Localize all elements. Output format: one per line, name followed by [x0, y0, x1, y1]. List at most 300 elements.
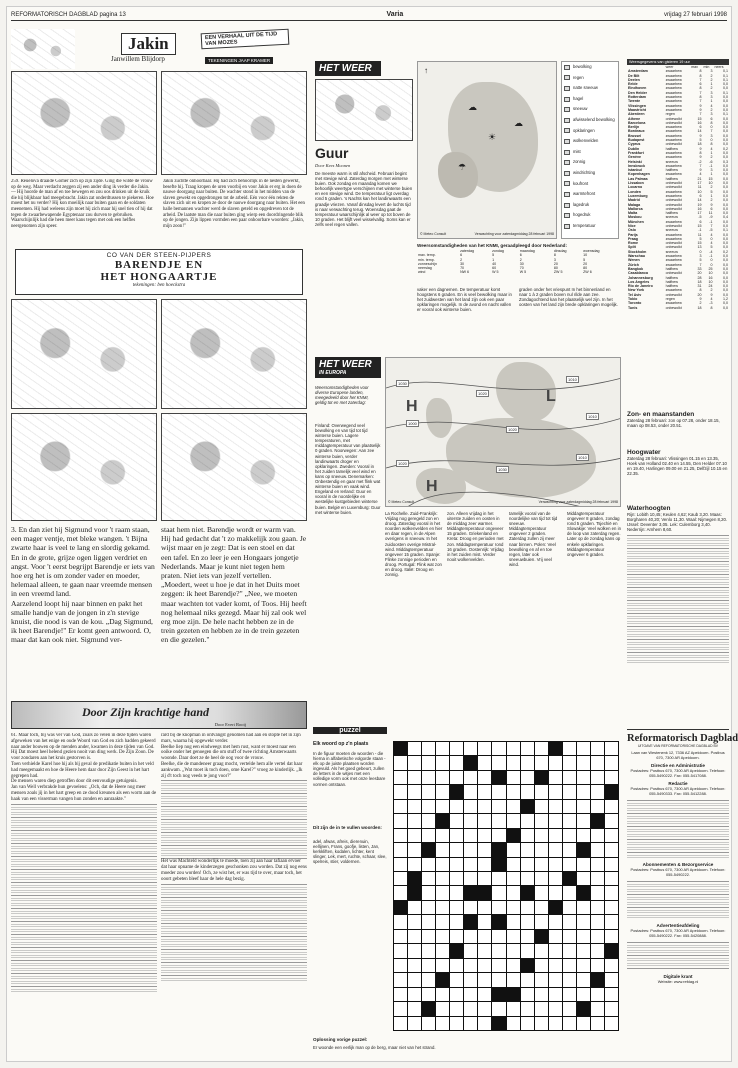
- crossword-cell[interactable]: [535, 944, 548, 957]
- crossword-cell[interactable]: [394, 785, 407, 798]
- crossword-cell[interactable]: [422, 858, 435, 871]
- crossword-cell[interactable]: [436, 886, 449, 899]
- crossword-cell[interactable]: [521, 901, 534, 914]
- crossword-cell[interactable]: [408, 988, 421, 1001]
- crossword-cell[interactable]: [478, 872, 491, 885]
- crossword-cell[interactable]: [549, 988, 562, 1001]
- crossword-cell[interactable]: [450, 973, 463, 986]
- crossword-cell[interactable]: [450, 959, 463, 972]
- crossword-cell[interactable]: [422, 872, 435, 885]
- crossword-cell[interactable]: [450, 1017, 463, 1030]
- crossword-cell[interactable]: [422, 843, 435, 856]
- crossword-cell[interactable]: [563, 800, 576, 813]
- crossword-cell[interactable]: [408, 872, 421, 885]
- crossword-cell[interactable]: [563, 915, 576, 928]
- crossword-cell[interactable]: [605, 930, 618, 943]
- crossword-cell[interactable]: [605, 872, 618, 885]
- crossword-cell[interactable]: [450, 930, 463, 943]
- crossword-cell[interactable]: [549, 843, 562, 856]
- crossword-cell[interactable]: [535, 1017, 548, 1030]
- crossword-cell[interactable]: [492, 901, 505, 914]
- crossword-cell[interactable]: [492, 886, 505, 899]
- crossword-cell[interactable]: [450, 814, 463, 827]
- crossword-cell[interactable]: [521, 1017, 534, 1030]
- crossword-cell[interactable]: [549, 829, 562, 842]
- crossword-cell[interactable]: [464, 901, 477, 914]
- crossword-cell[interactable]: [464, 800, 477, 813]
- crossword-cell[interactable]: [408, 1002, 421, 1015]
- crossword-cell[interactable]: [478, 829, 491, 842]
- crossword-cell[interactable]: [436, 930, 449, 943]
- crossword-cell[interactable]: [464, 988, 477, 1001]
- crossword-cell[interactable]: [464, 973, 477, 986]
- crossword-cell[interactable]: [464, 756, 477, 769]
- crossword-cell[interactable]: [422, 944, 435, 957]
- crossword-cell[interactable]: [549, 973, 562, 986]
- crossword-cell[interactable]: [549, 1002, 562, 1015]
- crossword-cell[interactable]: [605, 1002, 618, 1015]
- crossword-cell[interactable]: [464, 843, 477, 856]
- crossword-cell[interactable]: [464, 1017, 477, 1030]
- crossword-cell[interactable]: [478, 973, 491, 986]
- crossword-cell[interactable]: [422, 915, 435, 928]
- crossword-cell[interactable]: [436, 944, 449, 957]
- crossword-cell[interactable]: [507, 872, 520, 885]
- crossword-cell[interactable]: [591, 886, 604, 899]
- crossword-cell[interactable]: [563, 843, 576, 856]
- crossword-cell[interactable]: [492, 973, 505, 986]
- crossword-cell[interactable]: [450, 872, 463, 885]
- crossword-cell[interactable]: [422, 829, 435, 842]
- crossword-cell[interactable]: [521, 959, 534, 972]
- crossword-cell[interactable]: [464, 886, 477, 899]
- crossword-cell[interactable]: [450, 858, 463, 871]
- crossword-cell[interactable]: [507, 858, 520, 871]
- crossword-cell[interactable]: [591, 901, 604, 914]
- crossword-cell[interactable]: [563, 886, 576, 899]
- crossword-cell[interactable]: [436, 843, 449, 856]
- crossword-cell[interactable]: [591, 872, 604, 885]
- crossword-cell[interactable]: [521, 785, 534, 798]
- crossword-cell[interactable]: [436, 1002, 449, 1015]
- crossword-cell[interactable]: [507, 901, 520, 914]
- crossword-cell[interactable]: [394, 1017, 407, 1030]
- crossword-cell[interactable]: [394, 858, 407, 871]
- crossword-cell[interactable]: [521, 944, 534, 957]
- crossword-cell[interactable]: [535, 843, 548, 856]
- crossword-cell[interactable]: [535, 756, 548, 769]
- crossword-cell[interactable]: [563, 785, 576, 798]
- crossword-cell[interactable]: [605, 944, 618, 957]
- crossword-cell[interactable]: [507, 915, 520, 928]
- crossword-cell[interactable]: [464, 1002, 477, 1015]
- crossword-cell[interactable]: [591, 1002, 604, 1015]
- crossword-cell[interactable]: [492, 1002, 505, 1015]
- crossword-cell[interactable]: [549, 785, 562, 798]
- crossword-cell[interactable]: [436, 814, 449, 827]
- crossword-cell[interactable]: [535, 886, 548, 899]
- crossword-cell[interactable]: [394, 756, 407, 769]
- crossword-cell[interactable]: [394, 901, 407, 914]
- crossword-cell[interactable]: [436, 756, 449, 769]
- crossword-cell[interactable]: [549, 959, 562, 972]
- crossword-cell[interactable]: [450, 771, 463, 784]
- crossword-cell[interactable]: [535, 785, 548, 798]
- crossword-cell[interactable]: [577, 814, 590, 827]
- crossword-grid[interactable]: [393, 741, 619, 1031]
- crossword-cell[interactable]: [478, 959, 491, 972]
- crossword-cell[interactable]: [549, 800, 562, 813]
- crossword-cell[interactable]: [535, 829, 548, 842]
- crossword-cell[interactable]: [394, 930, 407, 943]
- crossword-cell[interactable]: [422, 771, 435, 784]
- crossword-cell[interactable]: [507, 944, 520, 957]
- crossword-cell[interactable]: [577, 988, 590, 1001]
- crossword-cell[interactable]: [450, 915, 463, 928]
- crossword-cell[interactable]: [577, 771, 590, 784]
- crossword-cell[interactable]: [591, 829, 604, 842]
- crossword-cell[interactable]: [478, 1017, 491, 1030]
- crossword-cell[interactable]: [492, 742, 505, 755]
- crossword-cell[interactable]: [563, 756, 576, 769]
- crossword-cell[interactable]: [422, 800, 435, 813]
- crossword-cell[interactable]: [507, 742, 520, 755]
- crossword-cell[interactable]: [563, 944, 576, 957]
- crossword-cell[interactable]: [605, 915, 618, 928]
- crossword-cell[interactable]: [605, 1017, 618, 1030]
- crossword-cell[interactable]: [563, 1017, 576, 1030]
- crossword-cell[interactable]: [549, 944, 562, 957]
- crossword-cell[interactable]: [422, 886, 435, 899]
- crossword-cell[interactable]: [436, 901, 449, 914]
- crossword-cell[interactable]: [521, 915, 534, 928]
- crossword-cell[interactable]: [591, 800, 604, 813]
- crossword-cell[interactable]: [549, 915, 562, 928]
- crossword-cell[interactable]: [549, 742, 562, 755]
- crossword-cell[interactable]: [577, 742, 590, 755]
- crossword-cell[interactable]: [605, 988, 618, 1001]
- crossword-cell[interactable]: [450, 843, 463, 856]
- crossword-cell[interactable]: [478, 785, 491, 798]
- crossword-cell[interactable]: [394, 973, 407, 986]
- crossword-cell[interactable]: [591, 771, 604, 784]
- crossword-cell[interactable]: [549, 771, 562, 784]
- crossword-cell[interactable]: [422, 959, 435, 972]
- crossword-cell[interactable]: [605, 843, 618, 856]
- crossword-cell[interactable]: [549, 1017, 562, 1030]
- crossword-cell[interactable]: [535, 915, 548, 928]
- crossword-cell[interactable]: [394, 843, 407, 856]
- crossword-cell[interactable]: [591, 959, 604, 972]
- crossword-cell[interactable]: [408, 901, 421, 914]
- crossword-cell[interactable]: [436, 742, 449, 755]
- crossword-cell[interactable]: [577, 872, 590, 885]
- crossword-cell[interactable]: [450, 800, 463, 813]
- crossword-cell[interactable]: [549, 872, 562, 885]
- crossword-cell[interactable]: [563, 742, 576, 755]
- crossword-cell[interactable]: [591, 843, 604, 856]
- crossword-cell[interactable]: [492, 829, 505, 842]
- crossword-cell[interactable]: [605, 901, 618, 914]
- crossword-cell[interactable]: [422, 1002, 435, 1015]
- crossword-cell[interactable]: [422, 901, 435, 914]
- crossword-cell[interactable]: [492, 915, 505, 928]
- crossword-cell[interactable]: [408, 800, 421, 813]
- crossword-cell[interactable]: [591, 785, 604, 798]
- crossword-cell[interactable]: [507, 843, 520, 856]
- crossword-cell[interactable]: [521, 829, 534, 842]
- crossword-cell[interactable]: [394, 915, 407, 928]
- crossword-cell[interactable]: [464, 944, 477, 957]
- crossword-cell[interactable]: [464, 915, 477, 928]
- crossword-cell[interactable]: [549, 901, 562, 914]
- crossword-cell[interactable]: [394, 742, 407, 755]
- crossword-cell[interactable]: [422, 742, 435, 755]
- crossword-cell[interactable]: [422, 1017, 435, 1030]
- crossword-cell[interactable]: [521, 771, 534, 784]
- crossword-cell[interactable]: [492, 756, 505, 769]
- crossword-cell[interactable]: [464, 872, 477, 885]
- crossword-cell[interactable]: [507, 988, 520, 1001]
- crossword-cell[interactable]: [563, 959, 576, 972]
- crossword-cell[interactable]: [492, 1017, 505, 1030]
- crossword-cell[interactable]: [521, 742, 534, 755]
- crossword-cell[interactable]: [492, 959, 505, 972]
- crossword-cell[interactable]: [492, 930, 505, 943]
- crossword-cell[interactable]: [408, 944, 421, 957]
- crossword-cell[interactable]: [394, 1002, 407, 1015]
- crossword-cell[interactable]: [507, 1017, 520, 1030]
- crossword-cell[interactable]: [408, 843, 421, 856]
- crossword-cell[interactable]: [577, 756, 590, 769]
- crossword-cell[interactable]: [408, 742, 421, 755]
- crossword-cell[interactable]: [394, 814, 407, 827]
- crossword-cell[interactable]: [521, 930, 534, 943]
- crossword-cell[interactable]: [577, 959, 590, 972]
- crossword-cell[interactable]: [535, 742, 548, 755]
- crossword-cell[interactable]: [478, 944, 491, 957]
- crossword-cell[interactable]: [605, 742, 618, 755]
- crossword-cell[interactable]: [408, 915, 421, 928]
- crossword-cell[interactable]: [492, 872, 505, 885]
- crossword-cell[interactable]: [436, 785, 449, 798]
- crossword-cell[interactable]: [577, 915, 590, 928]
- crossword-cell[interactable]: [605, 756, 618, 769]
- crossword-cell[interactable]: [563, 1002, 576, 1015]
- crossword-cell[interactable]: [478, 771, 491, 784]
- crossword-cell[interactable]: [422, 930, 435, 943]
- crossword-cell[interactable]: [591, 1017, 604, 1030]
- crossword-cell[interactable]: [577, 1002, 590, 1015]
- crossword-cell[interactable]: [507, 829, 520, 842]
- crossword-cell[interactable]: [577, 800, 590, 813]
- crossword-cell[interactable]: [478, 843, 491, 856]
- crossword-cell[interactable]: [563, 771, 576, 784]
- crossword-cell[interactable]: [478, 800, 491, 813]
- crossword-cell[interactable]: [591, 944, 604, 957]
- crossword-cell[interactable]: [563, 872, 576, 885]
- crossword-cell[interactable]: [450, 901, 463, 914]
- crossword-cell[interactable]: [408, 771, 421, 784]
- crossword-cell[interactable]: [394, 944, 407, 957]
- crossword-cell[interactable]: [549, 930, 562, 943]
- crossword-cell[interactable]: [521, 858, 534, 871]
- crossword-cell[interactable]: [450, 988, 463, 1001]
- crossword-cell[interactable]: [507, 756, 520, 769]
- crossword-cell[interactable]: [577, 785, 590, 798]
- crossword-cell[interactable]: [450, 886, 463, 899]
- crossword-cell[interactable]: [422, 973, 435, 986]
- crossword-cell[interactable]: [521, 872, 534, 885]
- crossword-cell[interactable]: [436, 988, 449, 1001]
- crossword-cell[interactable]: [464, 771, 477, 784]
- crossword-cell[interactable]: [563, 930, 576, 943]
- crossword-cell[interactable]: [408, 930, 421, 943]
- crossword-cell[interactable]: [591, 988, 604, 1001]
- crossword-cell[interactable]: [394, 829, 407, 842]
- crossword-cell[interactable]: [563, 901, 576, 914]
- crossword-cell[interactable]: [507, 930, 520, 943]
- crossword-cell[interactable]: [521, 886, 534, 899]
- crossword-cell[interactable]: [535, 814, 548, 827]
- crossword-cell[interactable]: [394, 886, 407, 899]
- crossword-cell[interactable]: [507, 959, 520, 972]
- crossword-cell[interactable]: [478, 858, 491, 871]
- crossword-cell[interactable]: [464, 829, 477, 842]
- crossword-cell[interactable]: [450, 1002, 463, 1015]
- crossword-cell[interactable]: [563, 814, 576, 827]
- crossword-cell[interactable]: [549, 814, 562, 827]
- crossword-cell[interactable]: [408, 858, 421, 871]
- crossword-cell[interactable]: [549, 756, 562, 769]
- crossword-cell[interactable]: [591, 973, 604, 986]
- crossword-cell[interactable]: [450, 742, 463, 755]
- crossword-cell[interactable]: [605, 959, 618, 972]
- crossword-cell[interactable]: [535, 973, 548, 986]
- crossword-cell[interactable]: [521, 1002, 534, 1015]
- crossword-cell[interactable]: [563, 973, 576, 986]
- crossword-cell[interactable]: [577, 901, 590, 914]
- crossword-cell[interactable]: [408, 1017, 421, 1030]
- crossword-cell[interactable]: [478, 915, 491, 928]
- crossword-cell[interactable]: [535, 930, 548, 943]
- crossword-cell[interactable]: [605, 800, 618, 813]
- crossword-cell[interactable]: [577, 829, 590, 842]
- crossword-cell[interactable]: [394, 872, 407, 885]
- crossword-cell[interactable]: [492, 785, 505, 798]
- crossword-cell[interactable]: [478, 886, 491, 899]
- crossword-cell[interactable]: [436, 959, 449, 972]
- crossword-cell[interactable]: [450, 944, 463, 957]
- crossword-cell[interactable]: [535, 872, 548, 885]
- crossword-cell[interactable]: [492, 988, 505, 1001]
- crossword-cell[interactable]: [436, 973, 449, 986]
- crossword-cell[interactable]: [605, 785, 618, 798]
- crossword-cell[interactable]: [478, 930, 491, 943]
- crossword-cell[interactable]: [591, 858, 604, 871]
- crossword-cell[interactable]: [436, 1017, 449, 1030]
- crossword-cell[interactable]: [535, 858, 548, 871]
- crossword-cell[interactable]: [436, 858, 449, 871]
- crossword-cell[interactable]: [605, 771, 618, 784]
- crossword-cell[interactable]: [535, 901, 548, 914]
- crossword-cell[interactable]: [521, 843, 534, 856]
- crossword-cell[interactable]: [549, 886, 562, 899]
- crossword-cell[interactable]: [577, 930, 590, 943]
- crossword-cell[interactable]: [478, 814, 491, 827]
- crossword-cell[interactable]: [436, 915, 449, 928]
- crossword-cell[interactable]: [408, 973, 421, 986]
- crossword-cell[interactable]: [577, 886, 590, 899]
- crossword-cell[interactable]: [478, 901, 491, 914]
- crossword-cell[interactable]: [563, 858, 576, 871]
- crossword-cell[interactable]: [605, 973, 618, 986]
- crossword-cell[interactable]: [521, 973, 534, 986]
- crossword-cell[interactable]: [422, 785, 435, 798]
- crossword-cell[interactable]: [436, 800, 449, 813]
- crossword-cell[interactable]: [591, 814, 604, 827]
- crossword-cell[interactable]: [591, 915, 604, 928]
- crossword-cell[interactable]: [408, 886, 421, 899]
- crossword-cell[interactable]: [605, 814, 618, 827]
- crossword-cell[interactable]: [605, 858, 618, 871]
- crossword-cell[interactable]: [535, 800, 548, 813]
- crossword-cell[interactable]: [521, 988, 534, 1001]
- crossword-cell[interactable]: [535, 1002, 548, 1015]
- crossword-cell[interactable]: [507, 973, 520, 986]
- crossword-cell[interactable]: [507, 800, 520, 813]
- crossword-cell[interactable]: [450, 785, 463, 798]
- crossword-cell[interactable]: [408, 785, 421, 798]
- crossword-cell[interactable]: [408, 814, 421, 827]
- crossword-cell[interactable]: [408, 959, 421, 972]
- crossword-cell[interactable]: [591, 930, 604, 943]
- crossword-cell[interactable]: [507, 886, 520, 899]
- crossword-cell[interactable]: [563, 988, 576, 1001]
- crossword-cell[interactable]: [478, 1002, 491, 1015]
- crossword-cell[interactable]: [521, 756, 534, 769]
- crossword-cell[interactable]: [605, 829, 618, 842]
- crossword-cell[interactable]: [591, 756, 604, 769]
- crossword-cell[interactable]: [478, 756, 491, 769]
- crossword-cell[interactable]: [464, 785, 477, 798]
- crossword-cell[interactable]: [408, 829, 421, 842]
- crossword-cell[interactable]: [507, 1002, 520, 1015]
- crossword-cell[interactable]: [478, 742, 491, 755]
- crossword-cell[interactable]: [492, 771, 505, 784]
- crossword-cell[interactable]: [394, 771, 407, 784]
- crossword-cell[interactable]: [394, 988, 407, 1001]
- crossword-cell[interactable]: [507, 785, 520, 798]
- crossword-cell[interactable]: [492, 800, 505, 813]
- crossword-cell[interactable]: [535, 988, 548, 1001]
- crossword-cell[interactable]: [507, 814, 520, 827]
- crossword-cell[interactable]: [577, 1017, 590, 1030]
- crossword-cell[interactable]: [394, 959, 407, 972]
- crossword-cell[interactable]: [450, 756, 463, 769]
- crossword-cell[interactable]: [464, 814, 477, 827]
- crossword-cell[interactable]: [492, 843, 505, 856]
- crossword-cell[interactable]: [563, 829, 576, 842]
- crossword-cell[interactable]: [577, 944, 590, 957]
- crossword-cell[interactable]: [422, 756, 435, 769]
- crossword-cell[interactable]: [464, 742, 477, 755]
- crossword-cell[interactable]: [605, 886, 618, 899]
- crossword-cell[interactable]: [436, 771, 449, 784]
- crossword-cell[interactable]: [394, 800, 407, 813]
- crossword-cell[interactable]: [464, 959, 477, 972]
- crossword-cell[interactable]: [436, 829, 449, 842]
